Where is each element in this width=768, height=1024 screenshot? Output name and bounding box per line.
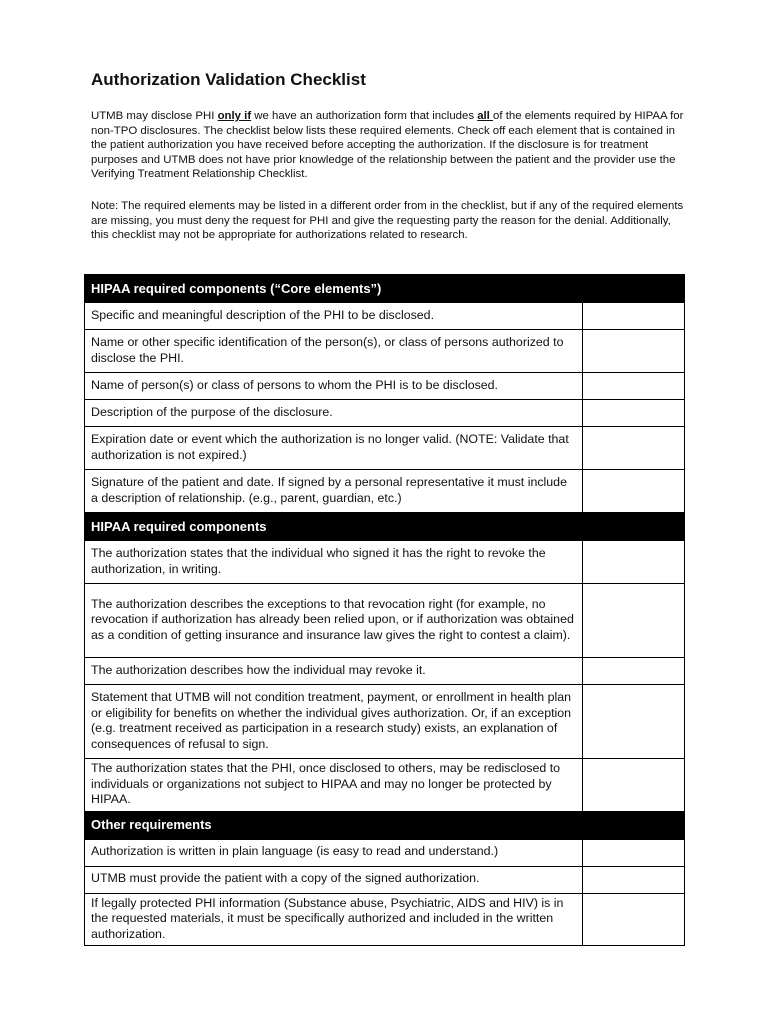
checkbox-cell[interactable] (582, 584, 684, 658)
checklist-row (85, 584, 685, 658)
intro-paragraph: UTMB may disclose PHI only if we have an authorization form that includes all of the elements required by HIPAA for non-TPO disclosures. The checklist below lists these required elements. Check off each element that is contained in the patient authorization you have received before accepting the authorization. If the disclosure is for treatment purposes and UTMB does not have prior knowledge of the relationship between the patient and the provider use the Verifying Treatment Relationship Checklist. (91, 110, 684, 181)
requirement-text: Name of person(s) or class of persons to whom the PHI is to be disclosed. (85, 373, 583, 400)
requirement-text: Authorization is written in plain language (is easy to read and understand.) (85, 839, 583, 866)
checkbox-cell[interactable] (582, 759, 684, 812)
checkbox-cell[interactable] (582, 685, 684, 759)
checkbox-cell[interactable] (582, 839, 684, 866)
checklist-row (85, 427, 685, 470)
emphasis-all: all (477, 110, 494, 122)
checkbox-cell[interactable] (582, 400, 684, 427)
checklist-row (85, 373, 685, 400)
requirement-text: Description of the purpose of the disclosure. (85, 400, 583, 427)
checklist-table (84, 274, 685, 946)
requirement-text: The authorization states that the PHI, once disclosed to others, may be redisclosed to individuals or organizations not subject to HIPAA and may no longer be protected by HIPAA. (85, 759, 583, 812)
requirement-text: The authorization describes how the individual may revoke it. (85, 658, 583, 685)
checkbox-cell[interactable] (582, 427, 684, 470)
checkbox-cell[interactable] (582, 658, 684, 685)
checkbox-cell[interactable] (582, 893, 684, 946)
checklist-row (85, 400, 685, 427)
checklist-row (85, 759, 685, 812)
requirement-text: If legally protected PHI information (Substance abuse, Psychiatric, AIDS and HIV) is in the requested materials, it must be specifically authorized and included in the written authorization. (85, 893, 583, 946)
checkbox-cell[interactable] (582, 470, 684, 513)
requirement-text: Statement that UTMB will not condition treatment, payment, or enrollment in health plan or eligibility for benefits on whether the individual gives authorization. Or, if an exception (e.g. treatment received as participation in a research study) exists, an explanation of consequences of refusal to sign. (85, 685, 583, 759)
requirement-text: Name or other specific identification of the person(s), or class of persons authorized to disclose the PHI. (85, 330, 583, 373)
requirement-text: UTMB must provide the patient with a copy of the signed authorization. (85, 866, 583, 893)
checkbox-cell[interactable] (582, 303, 684, 330)
section-header-hipaa-components (85, 513, 685, 541)
checklist-row (85, 330, 685, 373)
requirement-text: Signature of the patient and date. If signed by a personal representative it must include a description of relationship. (e.g., parent, guardian, etc.) (85, 470, 583, 513)
section-header-core-elements (85, 275, 685, 303)
section-header-label: Other requirements (85, 811, 685, 839)
checklist-row (85, 685, 685, 759)
emphasis-only-if: only if (217, 110, 252, 122)
section-header-other-requirements (85, 811, 685, 839)
note-paragraph: Note: The required elements may be listed in a different order from in the checklist, but if any of the required elements are missing, you must deny the request for PHI and give the requesting party the reason for the denial. Additionally, this checklist may not be appropriate for authorizations related to research. (91, 200, 684, 242)
checklist-row (85, 893, 685, 946)
section-header-label: HIPAA required components (85, 513, 685, 541)
checkbox-cell[interactable] (582, 541, 684, 584)
requirement-text: Specific and meaningful description of the PHI to be disclosed. (85, 303, 583, 330)
checkbox-cell[interactable] (582, 330, 684, 373)
requirement-text: The authorization states that the individual who signed it has the right to revoke the authorization, in writing. (85, 541, 583, 584)
checkbox-cell[interactable] (582, 373, 684, 400)
checklist-row (85, 658, 685, 685)
requirement-text: The authorization describes the exceptions to that revocation right (for example, no revocation if authorization has already been relied upon, or if authorization was obtained as a condition of getting insurance and insurance law gives the right to contest a claim). (85, 584, 583, 658)
checklist-row (85, 839, 685, 866)
page-title: Authorization Validation Checklist (91, 70, 366, 89)
checklist-row (85, 303, 685, 330)
section-header-label: HIPAA required components (“Core elements”) (85, 275, 685, 303)
checkbox-cell[interactable] (582, 866, 684, 893)
checklist-row (85, 866, 685, 893)
requirement-text: Expiration date or event which the authorization is no longer valid. (NOTE: Validate that authorization is not expired.) (85, 427, 583, 470)
checklist-row (85, 541, 685, 584)
checklist-row (85, 470, 685, 513)
